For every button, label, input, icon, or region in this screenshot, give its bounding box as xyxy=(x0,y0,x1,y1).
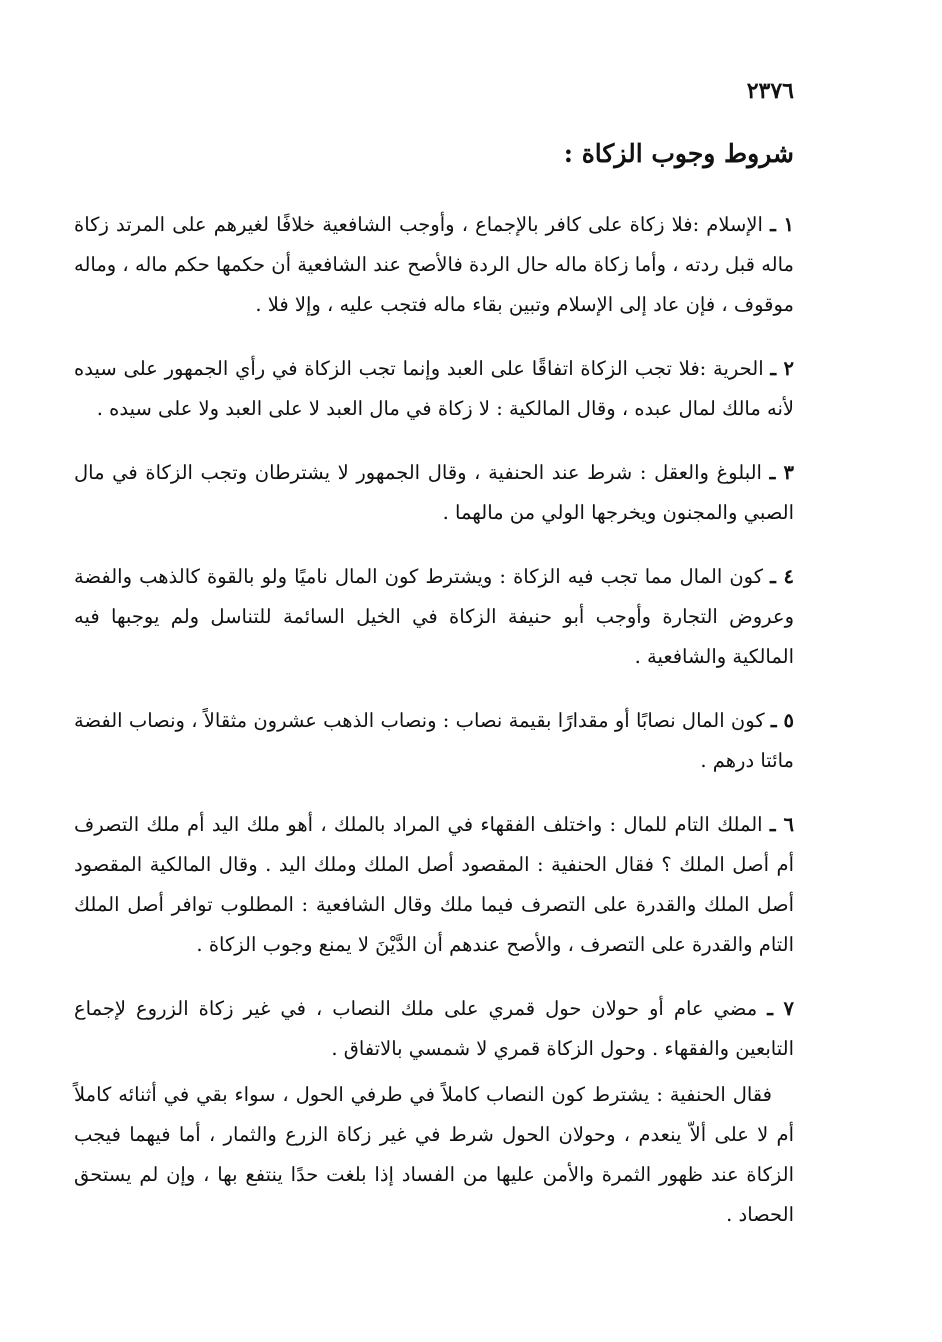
condition-paragraph-1 xyxy=(74,205,794,325)
paragraph-text: الإسلام :فلا زكاة على كافر بالإجماع ، وأوجب الشافعية خلافًا لغيرهم على المرتد زكاة ماله قبل ردته ، وأما زكاة ماله حال الردة فالأصح عند الشافعية أن حكمها حكم ماله ، وماله موقوف ، فإن عاد إلى الإسلام وتبين بقاء ماله فتجب عليه ، وإلا فلا . xyxy=(74,212,794,316)
condition-paragraph-7 xyxy=(74,989,794,1069)
condition-paragraph-5 xyxy=(74,701,794,781)
paragraph-text: البلوغ والعقل : شرط عند الحنفية ، وقال الجمهور لا يشترطان وتجب الزكاة في مال الصبي والمجنون ويخرجها الولي من مالهما . xyxy=(74,460,794,524)
condition-paragraph-6 xyxy=(74,805,794,965)
paragraph-text: الحرية :فلا تجب الزكاة اتفاقًا على العبد وإنما تجب الزكاة في رأي الجمهور على سيده لأنه مالك لمال عبده ، وقال المالكية : لا زكاة في مال العبد لا على العبد ولا على سيده . xyxy=(74,356,794,420)
paragraph-number: ٥ ـ xyxy=(770,708,794,732)
document-page xyxy=(74,78,794,1259)
hanafi-explanation-paragraph xyxy=(74,1075,794,1235)
paragraph-number: ٤ ـ xyxy=(770,564,794,588)
section-heading: شروط وجوب الزكاة : xyxy=(563,139,794,169)
paragraph-number: ٧ ـ xyxy=(767,996,794,1020)
paragraph-number: ٢ ـ xyxy=(770,356,794,380)
condition-paragraph-2 xyxy=(74,349,794,429)
paragraph-text: كون المال نصابًا أو مقدارًا بقيمة نصاب : ونصاب الذهب عشرون مثقالاً ، ونصاب الفضة مائتا درهم . xyxy=(74,708,794,772)
paragraph-text: فقال الحنفية : يشترط كون النصاب كاملاً في طرفي الحول ، سواء بقي في أثنائه كاملاً أم لا على ألاّ ينعدم ، وحولان الحول شرط في غير زكاة الزرع والثمار ، أما فيهما فيجب الزكاة عند ظهور الثمرة والأمن عليها من الفساد إذا بلغت حدًا ينتفع بها ، وإن لم يستحق الحصاد . xyxy=(74,1082,794,1226)
paragraph-text: كون المال مما تجب فيه الزكاة : ويشترط كون المال ناميًا ولو بالقوة كالذهب والفضة وعروض التجارة وأوجب أبو حنيفة الزكاة في الخيل السائمة للتناسل ولم يوجبها فيه المالكية والشافعية . xyxy=(74,564,794,668)
paragraph-text: الملك التام للمال : واختلف الفقهاء في المراد بالملك ، أهو ملك اليد أم ملك التصرف أم أصل الملك ؟ فقال الحنفية : المقصود أصل الملك وملك اليد . وقال المالكية المقصود أصل الملك والقدرة على التصرف فيما ملك وقال الشافعية : المطلوب توافر أصل الملك التام والقدرة على التصرف ، والأصح عندهم أن الدَّيْنَ لا يمنع وجوب الزكاة . xyxy=(74,812,794,956)
condition-paragraph-4 xyxy=(74,557,794,677)
paragraph-number: ١ ـ xyxy=(770,212,794,236)
paragraph-number: ٣ ـ xyxy=(769,460,794,484)
page-number: ٢٣٧٦ xyxy=(746,78,794,104)
paragraph-number: ٦ ـ xyxy=(769,812,794,836)
condition-paragraph-3 xyxy=(74,453,794,533)
paragraph-text: مضي عام أو حولان حول قمري على ملك النصاب ، في غير زكاة الزروع لإجماع التابعين والفقهاء . وحول الزكاة قمري لا شمسي بالاتفاق . xyxy=(74,996,794,1060)
